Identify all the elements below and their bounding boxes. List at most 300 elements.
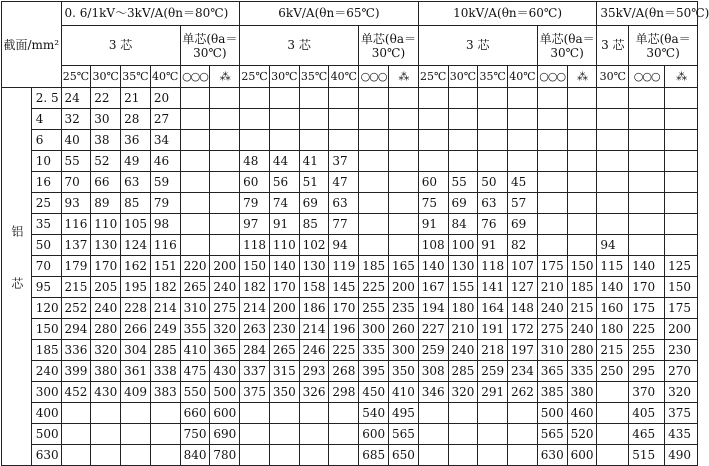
temp-30-header: 30℃ bbox=[448, 66, 478, 88]
trefoil-formation-icon: ⁂ bbox=[665, 66, 698, 88]
value-cell: 395 bbox=[359, 361, 389, 382]
value-cell: 46 bbox=[150, 151, 180, 172]
value-cell: 225 bbox=[329, 340, 359, 361]
value-cell: 399 bbox=[61, 361, 91, 382]
single-core-header-2: 单芯(θa＝30℃) bbox=[359, 26, 419, 66]
value-cell: 500 bbox=[537, 403, 567, 424]
value-cell: 405 bbox=[629, 403, 665, 424]
value-cell bbox=[91, 424, 121, 445]
three-core-header-3: 3 芯 bbox=[418, 26, 537, 66]
three-core-header-4: 3 芯 bbox=[597, 26, 629, 66]
value-cell bbox=[665, 214, 698, 235]
value-cell: 450 bbox=[359, 382, 389, 403]
section-size-cell: 150 bbox=[31, 319, 61, 340]
value-cell: 355 bbox=[180, 319, 210, 340]
value-cell: 22 bbox=[91, 88, 121, 109]
value-cell: 320 bbox=[210, 319, 240, 340]
value-cell bbox=[240, 88, 270, 109]
table-row bbox=[2, 130, 698, 151]
value-cell: 515 bbox=[629, 445, 665, 466]
value-cell: 151 bbox=[150, 256, 180, 277]
value-cell: 44 bbox=[269, 151, 299, 172]
value-cell bbox=[567, 109, 597, 130]
value-cell: 265 bbox=[180, 277, 210, 298]
value-cell: 840 bbox=[180, 445, 210, 466]
value-cell bbox=[597, 445, 629, 466]
value-cell bbox=[418, 424, 448, 445]
value-cell: 130 bbox=[299, 256, 329, 277]
value-cell: 108 bbox=[418, 235, 448, 256]
value-cell: 409 bbox=[121, 382, 151, 403]
value-cell: 465 bbox=[629, 424, 665, 445]
temp-40-header: 40℃ bbox=[508, 66, 538, 88]
value-cell: 130 bbox=[448, 256, 478, 277]
value-cell bbox=[629, 151, 665, 172]
value-cell: 82 bbox=[508, 235, 538, 256]
value-cell: 140 bbox=[269, 256, 299, 277]
flat-formation-icon: ○○○ bbox=[359, 66, 389, 88]
value-cell bbox=[210, 235, 240, 256]
section-size-cell: 185 bbox=[31, 340, 61, 361]
section-size-cell: 6 bbox=[31, 130, 61, 151]
value-cell: 240 bbox=[448, 340, 478, 361]
value-cell bbox=[388, 235, 418, 256]
value-cell: 230 bbox=[269, 319, 299, 340]
value-cell bbox=[180, 151, 210, 172]
value-cell bbox=[240, 109, 270, 130]
value-cell bbox=[61, 424, 91, 445]
value-cell: 565 bbox=[388, 424, 418, 445]
value-cell: 262 bbox=[508, 382, 538, 403]
value-cell: 255 bbox=[359, 298, 389, 319]
value-cell bbox=[567, 88, 597, 109]
value-cell: 91 bbox=[478, 235, 508, 256]
value-cell: 227 bbox=[418, 319, 448, 340]
value-cell: 77 bbox=[329, 214, 359, 235]
value-cell: 780 bbox=[210, 445, 240, 466]
value-cell bbox=[597, 88, 629, 109]
value-cell bbox=[665, 235, 698, 256]
value-cell bbox=[537, 88, 567, 109]
value-cell bbox=[478, 109, 508, 130]
value-cell: 100 bbox=[448, 235, 478, 256]
three-core-header-2: 3 芯 bbox=[240, 26, 359, 66]
value-cell bbox=[448, 151, 478, 172]
value-cell: 304 bbox=[121, 340, 151, 361]
section-header: 截面/mm² bbox=[2, 2, 62, 88]
value-cell bbox=[359, 214, 389, 235]
value-cell: 460 bbox=[567, 403, 597, 424]
value-cell bbox=[418, 130, 448, 151]
value-cell bbox=[329, 403, 359, 424]
value-cell bbox=[240, 130, 270, 151]
value-cell bbox=[329, 109, 359, 130]
value-cell bbox=[61, 403, 91, 424]
value-cell: 79 bbox=[240, 193, 270, 214]
value-cell: 124 bbox=[121, 235, 151, 256]
value-cell bbox=[210, 109, 240, 130]
value-cell bbox=[567, 151, 597, 172]
temp-35-header: 35℃ bbox=[478, 66, 508, 88]
value-cell: 660 bbox=[180, 403, 210, 424]
value-cell bbox=[91, 403, 121, 424]
value-cell bbox=[180, 235, 210, 256]
value-cell bbox=[418, 151, 448, 172]
value-cell: 205 bbox=[91, 277, 121, 298]
value-cell: 214 bbox=[150, 298, 180, 319]
temp-30-header: 30℃ bbox=[91, 66, 121, 88]
value-cell bbox=[448, 424, 478, 445]
value-cell: 119 bbox=[329, 256, 359, 277]
section-size-cell: 400 bbox=[31, 403, 61, 424]
value-cell bbox=[180, 109, 210, 130]
value-cell: 185 bbox=[567, 277, 597, 298]
value-cell: 63 bbox=[329, 193, 359, 214]
value-cell: 266 bbox=[121, 319, 151, 340]
value-cell: 200 bbox=[665, 319, 698, 340]
value-cell: 200 bbox=[269, 298, 299, 319]
value-cell bbox=[210, 88, 240, 109]
value-cell: 141 bbox=[478, 277, 508, 298]
value-cell: 291 bbox=[478, 382, 508, 403]
value-cell bbox=[537, 151, 567, 172]
section-size-cell: 50 bbox=[31, 235, 61, 256]
value-cell bbox=[478, 88, 508, 109]
value-cell bbox=[329, 130, 359, 151]
value-cell: 350 bbox=[269, 382, 299, 403]
value-cell bbox=[629, 193, 665, 214]
value-cell: 115 bbox=[597, 256, 629, 277]
value-cell: 56 bbox=[269, 172, 299, 193]
value-cell: 275 bbox=[210, 298, 240, 319]
value-cell bbox=[388, 88, 418, 109]
value-cell: 370 bbox=[629, 382, 665, 403]
value-cell: 385 bbox=[537, 382, 567, 403]
value-cell: 335 bbox=[359, 340, 389, 361]
value-cell: 550 bbox=[180, 382, 210, 403]
value-cell bbox=[567, 193, 597, 214]
value-cell: 260 bbox=[388, 319, 418, 340]
value-cell: 195 bbox=[121, 277, 151, 298]
value-cell bbox=[508, 151, 538, 172]
value-cell bbox=[210, 214, 240, 235]
value-cell: 690 bbox=[210, 424, 240, 445]
value-cell: 600 bbox=[210, 403, 240, 424]
value-cell bbox=[597, 403, 629, 424]
value-cell bbox=[299, 424, 329, 445]
value-cell: 298 bbox=[329, 382, 359, 403]
value-cell: 214 bbox=[299, 319, 329, 340]
value-cell: 310 bbox=[180, 298, 210, 319]
table-row bbox=[2, 214, 698, 235]
value-cell: 215 bbox=[61, 277, 91, 298]
value-cell bbox=[665, 151, 698, 172]
value-cell: 162 bbox=[121, 256, 151, 277]
value-cell: 148 bbox=[508, 298, 538, 319]
value-cell bbox=[388, 109, 418, 130]
value-cell: 300 bbox=[359, 319, 389, 340]
value-cell: 240 bbox=[210, 277, 240, 298]
value-cell: 125 bbox=[665, 256, 698, 277]
value-cell: 102 bbox=[299, 235, 329, 256]
value-cell: 380 bbox=[567, 382, 597, 403]
value-cell bbox=[121, 403, 151, 424]
value-cell: 24 bbox=[61, 88, 91, 109]
value-cell bbox=[597, 382, 629, 403]
value-cell: 118 bbox=[478, 256, 508, 277]
group-header-0-6-3kv: 0. 6/1kV～3kV/A(θn＝80℃) bbox=[61, 2, 240, 26]
section-size-cell: 10 bbox=[31, 151, 61, 172]
value-cell: 300 bbox=[388, 340, 418, 361]
flat-formation-icon: ○○○ bbox=[629, 66, 665, 88]
value-cell bbox=[448, 403, 478, 424]
value-cell: 89 bbox=[91, 193, 121, 214]
table-row bbox=[2, 319, 698, 340]
trefoil-formation-icon: ⁂ bbox=[567, 66, 597, 88]
value-cell: 47 bbox=[329, 172, 359, 193]
flat-formation-icon: ○○○ bbox=[180, 66, 210, 88]
table-row bbox=[2, 172, 698, 193]
value-cell: 60 bbox=[240, 172, 270, 193]
value-cell: 34 bbox=[150, 130, 180, 151]
value-cell bbox=[240, 424, 270, 445]
value-cell: 20 bbox=[150, 88, 180, 109]
value-cell: 225 bbox=[629, 319, 665, 340]
value-cell: 179 bbox=[61, 256, 91, 277]
value-cell bbox=[269, 130, 299, 151]
value-cell: 350 bbox=[388, 361, 418, 382]
value-cell: 59 bbox=[150, 172, 180, 193]
value-cell bbox=[448, 109, 478, 130]
value-cell: 75 bbox=[418, 193, 448, 214]
value-cell: 252 bbox=[61, 298, 91, 319]
value-cell: 41 bbox=[299, 151, 329, 172]
value-cell: 240 bbox=[91, 298, 121, 319]
value-cell: 110 bbox=[269, 235, 299, 256]
value-cell: 28 bbox=[121, 109, 151, 130]
value-cell: 600 bbox=[359, 424, 389, 445]
value-cell: 215 bbox=[597, 340, 629, 361]
value-cell bbox=[359, 109, 389, 130]
value-cell bbox=[597, 214, 629, 235]
table-row bbox=[2, 403, 698, 424]
value-cell: 268 bbox=[329, 361, 359, 382]
value-cell: 430 bbox=[210, 361, 240, 382]
value-cell: 320 bbox=[448, 382, 478, 403]
value-cell bbox=[359, 88, 389, 109]
value-cell: 69 bbox=[299, 193, 329, 214]
value-cell: 630 bbox=[537, 445, 567, 466]
value-cell bbox=[329, 88, 359, 109]
value-cell: 79 bbox=[150, 193, 180, 214]
value-cell bbox=[240, 445, 270, 466]
three-core-header-1: 3 芯 bbox=[61, 26, 180, 66]
value-cell: 215 bbox=[567, 298, 597, 319]
value-cell: 137 bbox=[61, 235, 91, 256]
value-cell bbox=[629, 109, 665, 130]
value-cell bbox=[418, 88, 448, 109]
temp-35-header: 35℃ bbox=[121, 66, 151, 88]
value-cell: 191 bbox=[478, 319, 508, 340]
table-row bbox=[2, 424, 698, 445]
value-cell bbox=[597, 193, 629, 214]
value-cell bbox=[448, 88, 478, 109]
value-cell bbox=[508, 424, 538, 445]
value-cell: 21 bbox=[121, 88, 151, 109]
temp-25-header: 25℃ bbox=[240, 66, 270, 88]
value-cell bbox=[180, 193, 210, 214]
value-cell: 116 bbox=[61, 214, 91, 235]
value-cell: 107 bbox=[508, 256, 538, 277]
value-cell bbox=[508, 403, 538, 424]
value-cell: 293 bbox=[299, 361, 329, 382]
value-cell: 361 bbox=[121, 361, 151, 382]
value-cell bbox=[478, 403, 508, 424]
value-cell bbox=[180, 214, 210, 235]
value-cell: 172 bbox=[508, 319, 538, 340]
value-cell: 250 bbox=[597, 361, 629, 382]
value-cell: 246 bbox=[299, 340, 329, 361]
value-cell: 263 bbox=[240, 319, 270, 340]
value-cell bbox=[388, 130, 418, 151]
value-cell: 55 bbox=[448, 172, 478, 193]
material-label: 铝芯 bbox=[2, 88, 32, 466]
value-cell: 94 bbox=[597, 235, 629, 256]
value-cell: 240 bbox=[567, 319, 597, 340]
value-cell: 375 bbox=[240, 382, 270, 403]
temp-25-header: 25℃ bbox=[61, 66, 91, 88]
value-cell: 40 bbox=[61, 130, 91, 151]
value-cell: 210 bbox=[537, 277, 567, 298]
value-cell: 110 bbox=[91, 214, 121, 235]
table-row bbox=[2, 88, 698, 109]
value-cell: 410 bbox=[180, 340, 210, 361]
value-cell: 93 bbox=[61, 193, 91, 214]
value-cell: 600 bbox=[567, 445, 597, 466]
table-row bbox=[2, 277, 698, 298]
value-cell: 315 bbox=[269, 361, 299, 382]
value-cell: 50 bbox=[478, 172, 508, 193]
value-cell bbox=[121, 424, 151, 445]
value-cell: 180 bbox=[597, 319, 629, 340]
value-cell: 308 bbox=[418, 361, 448, 382]
value-cell: 225 bbox=[359, 277, 389, 298]
value-cell: 98 bbox=[150, 214, 180, 235]
table-row bbox=[2, 193, 698, 214]
value-cell: 435 bbox=[665, 424, 698, 445]
value-cell bbox=[359, 151, 389, 172]
value-cell bbox=[269, 88, 299, 109]
value-cell bbox=[329, 445, 359, 466]
cable-ampacity-table bbox=[1, 1, 709, 466]
value-cell bbox=[418, 109, 448, 130]
value-cell bbox=[567, 172, 597, 193]
section-size-cell: 4 bbox=[31, 109, 61, 130]
value-cell: 185 bbox=[359, 256, 389, 277]
value-cell: 365 bbox=[210, 340, 240, 361]
value-cell: 150 bbox=[240, 256, 270, 277]
value-cell bbox=[629, 88, 665, 109]
value-cell: 170 bbox=[329, 298, 359, 319]
group-header-6kv: 6kV/A(θn＝65℃) bbox=[240, 2, 419, 26]
value-cell: 180 bbox=[448, 298, 478, 319]
value-cell bbox=[508, 109, 538, 130]
value-cell: 94 bbox=[329, 235, 359, 256]
value-cell: 69 bbox=[508, 214, 538, 235]
value-cell: 565 bbox=[537, 424, 567, 445]
value-cell: 175 bbox=[629, 298, 665, 319]
value-cell bbox=[359, 193, 389, 214]
value-cell bbox=[150, 445, 180, 466]
section-size-cell: 16 bbox=[31, 172, 61, 193]
value-cell: 127 bbox=[508, 277, 538, 298]
value-cell: 220 bbox=[180, 256, 210, 277]
value-cell: 280 bbox=[567, 340, 597, 361]
value-cell bbox=[359, 172, 389, 193]
value-cell bbox=[210, 193, 240, 214]
value-cell bbox=[478, 424, 508, 445]
value-cell: 70 bbox=[61, 172, 91, 193]
value-cell bbox=[121, 445, 151, 466]
value-cell bbox=[150, 424, 180, 445]
value-cell bbox=[299, 109, 329, 130]
value-cell: 200 bbox=[388, 277, 418, 298]
value-cell: 52 bbox=[91, 151, 121, 172]
value-cell bbox=[629, 130, 665, 151]
value-cell: 84 bbox=[448, 214, 478, 235]
value-cell: 150 bbox=[665, 277, 698, 298]
value-cell bbox=[597, 424, 629, 445]
value-cell: 97 bbox=[240, 214, 270, 235]
value-cell: 130 bbox=[91, 235, 121, 256]
value-cell: 650 bbox=[388, 445, 418, 466]
value-cell bbox=[210, 130, 240, 151]
section-size-cell: 240 bbox=[31, 361, 61, 382]
value-cell: 32 bbox=[61, 109, 91, 130]
value-cell bbox=[388, 172, 418, 193]
temp-30-header: 30℃ bbox=[269, 66, 299, 88]
value-cell: 37 bbox=[329, 151, 359, 172]
value-cell: 196 bbox=[329, 319, 359, 340]
value-cell: 750 bbox=[180, 424, 210, 445]
trefoil-formation-icon: ⁂ bbox=[210, 66, 240, 88]
value-cell bbox=[567, 130, 597, 151]
value-cell: 320 bbox=[665, 382, 698, 403]
value-cell: 495 bbox=[388, 403, 418, 424]
value-cell: 320 bbox=[91, 340, 121, 361]
value-cell: 249 bbox=[150, 319, 180, 340]
value-cell bbox=[299, 445, 329, 466]
value-cell: 76 bbox=[478, 214, 508, 235]
value-cell bbox=[388, 214, 418, 235]
value-cell: 270 bbox=[665, 361, 698, 382]
value-cell: 158 bbox=[299, 277, 329, 298]
value-cell bbox=[61, 445, 91, 466]
value-cell bbox=[91, 445, 121, 466]
value-cell bbox=[418, 403, 448, 424]
value-cell: 218 bbox=[478, 340, 508, 361]
table-row bbox=[2, 109, 698, 130]
value-cell: 336 bbox=[61, 340, 91, 361]
value-cell bbox=[537, 109, 567, 130]
value-cell: 685 bbox=[359, 445, 389, 466]
value-cell bbox=[269, 445, 299, 466]
value-cell bbox=[508, 445, 538, 466]
value-cell: 170 bbox=[91, 256, 121, 277]
value-cell: 383 bbox=[150, 382, 180, 403]
value-cell bbox=[240, 403, 270, 424]
value-cell: 116 bbox=[150, 235, 180, 256]
